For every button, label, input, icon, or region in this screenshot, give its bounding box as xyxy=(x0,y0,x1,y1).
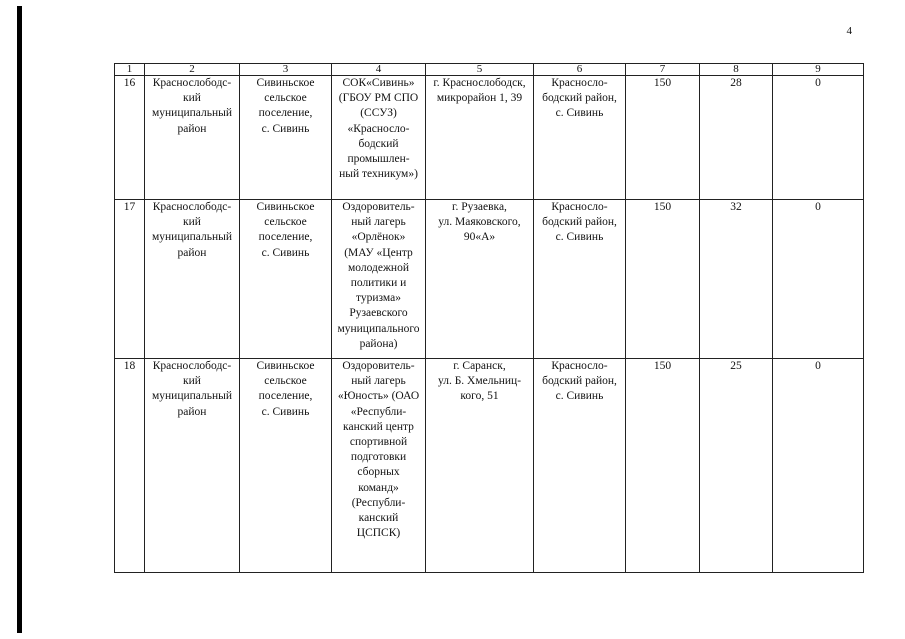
column-number: 9 xyxy=(773,64,864,76)
page-number: 4 xyxy=(846,25,852,37)
camps-table xyxy=(114,63,864,573)
organization-cell: СОК«Сивинь» (ГБОУ РМ СПО (ССУЗ) «Краснослo- бодский промышлен- ный техникум») xyxy=(332,76,426,200)
table-row xyxy=(115,200,864,359)
address-cell: г. Краснослободск, микрорайон 1, 39 xyxy=(426,76,534,200)
column-number: 6 xyxy=(534,64,626,76)
settlement-cell: Сивиньское сельское поселение, с. Сивинь xyxy=(240,76,332,200)
column-number: 4 xyxy=(332,64,426,76)
location-cell: Краснослo- бодский район, с. Сивинь xyxy=(534,200,626,359)
value-cell: 150 xyxy=(626,200,700,359)
settlement-cell: Сивиньское сельское поселение, с. Сивинь xyxy=(240,359,332,573)
value-cell: 150 xyxy=(626,76,700,200)
column-number: 1 xyxy=(115,64,145,76)
row-number: 18 xyxy=(115,359,145,573)
column-number: 7 xyxy=(626,64,700,76)
column-number: 3 xyxy=(240,64,332,76)
settlement-cell: Сивиньское сельское поселение, с. Сивинь xyxy=(240,200,332,359)
value-cell: 25 xyxy=(700,359,773,573)
value-cell: 32 xyxy=(700,200,773,359)
location-cell: Краснослo- бодский район, с. Сивинь xyxy=(534,359,626,573)
table-row xyxy=(115,359,864,573)
column-number: 2 xyxy=(145,64,240,76)
value-cell: 0 xyxy=(773,200,864,359)
organization-cell: Оздоровитель- ный лагерь «Орлёнок» (МАУ «Центр молодежной политики и туризма» Рузаевского муниципального района) xyxy=(332,200,426,359)
scan-left-edge xyxy=(17,6,22,633)
value-cell: 28 xyxy=(700,76,773,200)
row-number: 17 xyxy=(115,200,145,359)
organization-cell: Оздоровитель- ный лагерь «Юность» (ОАО «Республи- канский центр спортивной подготовки сборных команд» (Республи- канский ЦСПСК) xyxy=(332,359,426,573)
value-cell: 0 xyxy=(773,359,864,573)
column-number: 5 xyxy=(426,64,534,76)
district-cell: Краснослободс- кий муниципальный район xyxy=(145,76,240,200)
column-number: 8 xyxy=(700,64,773,76)
value-cell: 150 xyxy=(626,359,700,573)
column-number-row xyxy=(115,64,864,76)
location-cell: Краснослo- бодский район, с. Сивинь xyxy=(534,76,626,200)
address-cell: г. Рузаевка, ул. Маяковского, 90«А» xyxy=(426,200,534,359)
district-cell: Краснослободс- кий муниципальный район xyxy=(145,200,240,359)
value-cell: 0 xyxy=(773,76,864,200)
district-cell: Краснослободс- кий муниципальный район xyxy=(145,359,240,573)
address-cell: г. Саранск, ул. Б. Хмельниц- кого, 51 xyxy=(426,359,534,573)
row-number: 16 xyxy=(115,76,145,200)
table-row xyxy=(115,76,864,200)
